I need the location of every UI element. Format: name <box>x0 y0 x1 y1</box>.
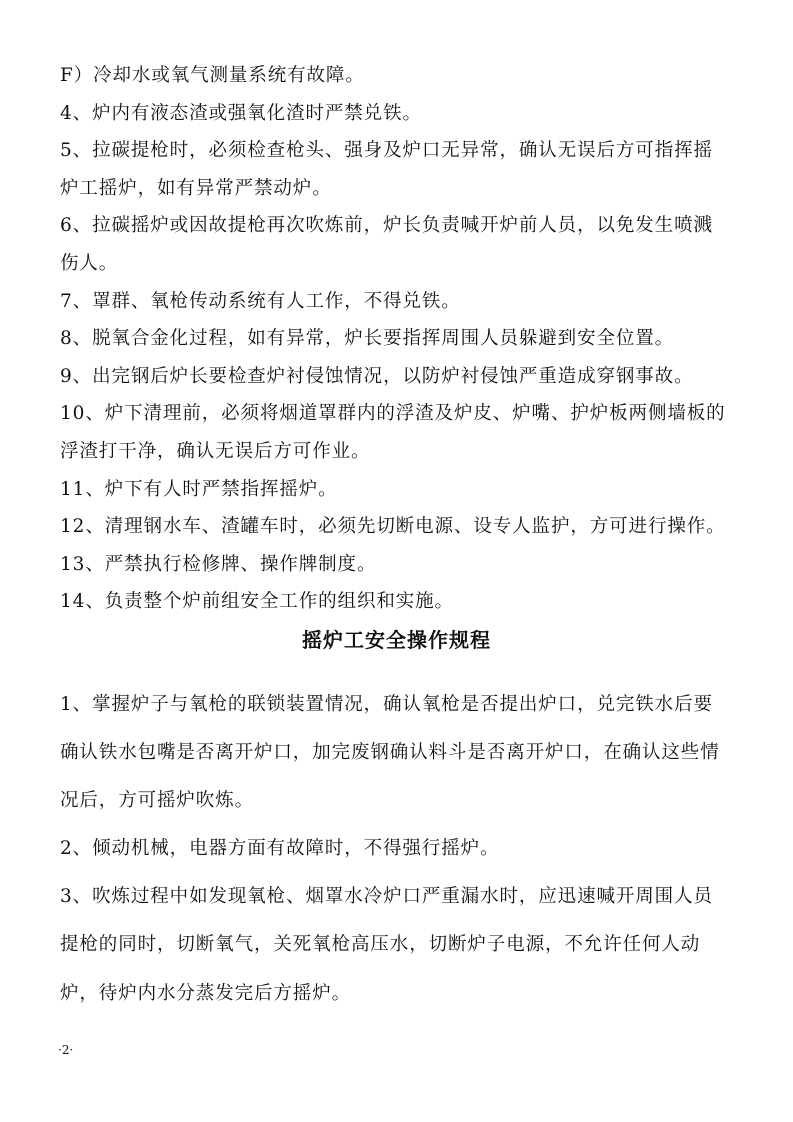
text-line: 4、炉内有液态渣或强氧化渣时严禁兑铁。 <box>60 102 422 124</box>
text-line: 11、炉下有人时严禁指挥摇炉。 <box>60 478 338 500</box>
section-title: 摇炉工安全操作规程 <box>302 628 491 652</box>
text-line: 13、严禁执行检修牌、操作牌制度。 <box>60 553 377 575</box>
text-line: 8、脱氧合金化过程，如有异常，炉长要指挥周围人员躲避到安全位置。 <box>60 328 675 350</box>
text-line: 况后，方可摇炉吹炼。 <box>60 790 255 812</box>
text-line: 7、罩群、氧枪传动系统有人工作，不得兑铁。 <box>60 290 461 312</box>
text-line: 9、出完钢后炉长要检查炉衬侵蚀情况，以防炉衬侵蚀严重造成穿钢事故。 <box>60 365 694 387</box>
text-line: 2、倾动机械，电器方面有故障时，不得强行摇炉。 <box>60 838 500 860</box>
text-line: 确认铁水包嘴是否离开炉口，加完废钢确认料斗是否离开炉口，在确认这些情 <box>60 742 720 764</box>
text-line: 10、炉下清理前，必须将烟道罩群内的浮渣及炉皮、炉嘴、护炉板两侧墙板的 <box>60 403 726 425</box>
tilting-operator-rules <box>60 681 740 1018</box>
text-line: F）冷却水或氧气测量系统有故障。 <box>60 65 365 86</box>
text-line: 12、清理钢水车、渣罐车时，必须先切断电源、设专人监护，方可进行操作。 <box>60 516 726 538</box>
text-line: 炉，待炉内水分蒸发完后方摇炉。 <box>60 982 352 1004</box>
text-line: 1、掌握炉子与氧枪的联锁装置情况，确认氧枪是否提出炉口，兑完铁水后要 <box>60 694 713 715</box>
text-line: 14、负责整个炉前组安全工作的组织和实施。 <box>60 591 454 613</box>
text-line: 5、拉碳提枪时，必须检查枪头、强身及炉口无异常，确认无误后方可指挥摇 <box>60 140 713 162</box>
text-line: 炉工摇炉，如有异常严禁动炉。 <box>60 177 332 199</box>
text-line: 伤人。 <box>60 252 119 274</box>
safety-rules-continued <box>60 57 740 621</box>
text-line: 浮渣打干净，确认无误后方可作业。 <box>60 440 371 462</box>
text-line: 3、吹炼过程中如发现氧枪、烟罩水冷炉口严重漏水时，应迅速喊开周围人员 <box>60 886 713 908</box>
text-line: 提枪的同时，切断氧气，关死氧枪高压水，切断炉子电源，不允许任何人动 <box>60 934 701 956</box>
text-line: 6、拉碳摇炉或因故提枪再次吹炼前，炉长负责喊开炉前人员，以免发生喷溅 <box>60 215 713 237</box>
page-number: ·2· <box>58 1043 74 1057</box>
